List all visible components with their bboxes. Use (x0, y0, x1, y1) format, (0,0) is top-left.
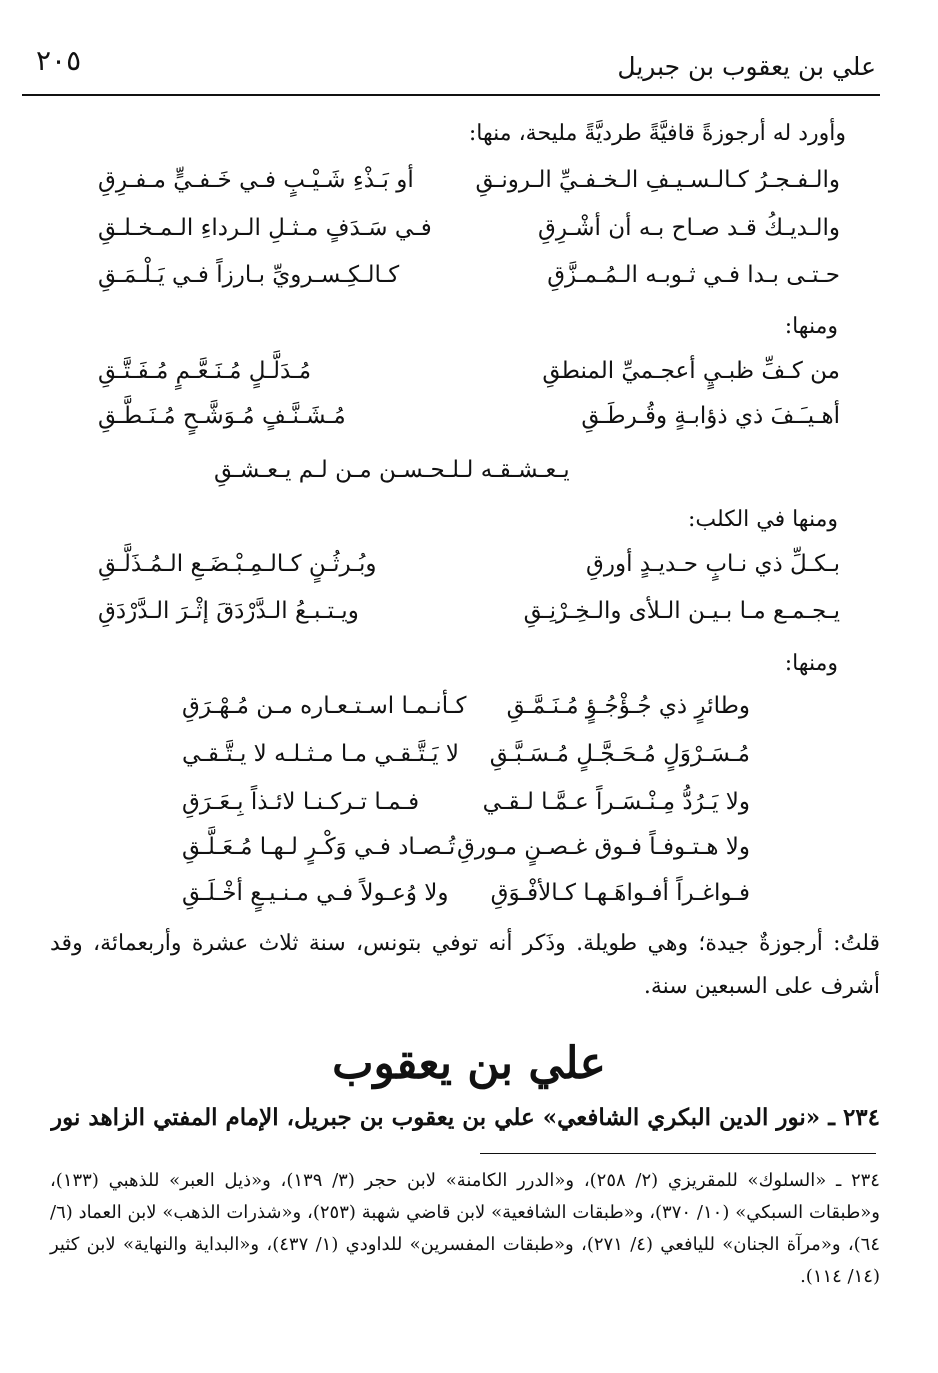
verse-hemistich: ويـتـبـعُ الـدَّرْدَقَ إثْـرَ الـدَّرْدَقِ (98, 598, 359, 624)
single-verse: يـعـشـقـه لـلـحـسـن مـن لـم يـعـشـقِ (214, 457, 570, 483)
verse-hemistich: ولا وُعـولاً فـي مـنـيـعٍ أخْـلَـقِ (182, 880, 449, 906)
verse-hemistich: أهـيـَـفَ ذي ذؤابـةٍ وقُـرطَـقِ (581, 403, 840, 429)
verse-hemistich: ولا يَـرُدُّ مِـنْـسَـراً عـمَّـا لـقـي (482, 789, 750, 815)
running-title: علي بن يعقوب بن جبريل (617, 52, 876, 81)
intro-paragraph: وأورد له أرجوزةً قافيَّةً طرديَّةً مليحة، منها: (468, 121, 846, 146)
verse-hemistich: يـجـمـع مـا بـيـن الـلأى والـخِـرْنِـقِ (523, 598, 840, 624)
verse-hemistich: ولا هـتـوفـاً فـوق غـصـنٍ مـورقِ (457, 834, 750, 860)
verse-hemistich: من كـفِّ ظبـيٍ أعجـميِّ المنطقِ (542, 358, 840, 384)
verse-hemistich: أو بَـذْءِ شَـيْـبٍ فـي خَـفـيٍّ مـفـرِقِ (98, 167, 414, 193)
verse-hemistich: وطائرٍ ذي جُـؤْجُـؤٍ مُـنَـمَّـقِ (506, 693, 750, 719)
biography-entry: ٢٣٤ ـ «نور الدين البكري الشافعي» علي بن يعقوب بن جبريل، الإمام المفتي الزاهد نور (50, 1104, 880, 1131)
intro-paragraph: ومنها: (784, 651, 838, 676)
verse-hemistich: كـأنـمـا اسـتـعـاره مـن مُـهْـرَقِ (182, 693, 467, 719)
intro-paragraph: ومنها: (784, 314, 838, 339)
footnote-rule (480, 1153, 876, 1154)
verse-hemistich: لا يَـتَّـقـي مـا مـثـلـه لا يـتَّـقـي (182, 741, 459, 767)
verse-hemistich: مُـسَـرْوَلٍ مُـحَـجَّـلٍ مُـسَـبَّـقِ (489, 741, 750, 767)
verse-hemistich: والـديـكُ قـد صـاح بـه أن أشْـرِقِ (537, 215, 840, 241)
closing-paragraph: قلتُ: أرجوزةٌ جيدة؛ وهي طويلة. وذَكر أنه توفي بتونس، سنة ثلاث عشرة وأربعمائة، وقد أشرف على السبعين سنة. (50, 931, 880, 999)
verse-hemistich: فـواغـراً أفـواهَـهـا كـالأفْـوَقِ (490, 880, 750, 906)
page-header (0, 34, 938, 94)
verse-hemistich: وبُـرثُـنٍ كـالـمِـبْـضَـعِ الـمُـذَلَّـقِ (98, 551, 377, 577)
page-number: ٢٠٥ (36, 44, 82, 77)
footnote (50, 1165, 880, 1293)
section-title: علي بن يعقوب (332, 1038, 606, 1089)
verse-hemistich: حـتـى بـدا فـي ثـوبـه الـمُـمـزَّقِ (547, 262, 840, 288)
verse-hemistich: تُـصـاد فـي وَكْـرٍ لـهـا مُـعَـلَّـقِ (182, 834, 456, 860)
verse-hemistich: فـمـا تـركـنـا لائـذاً بِـعَـرَقِ (182, 789, 420, 815)
intro-paragraph: ومنها في الكلب: (688, 507, 838, 532)
verse-hemistich: مُـدَلَّـلٍ مُـنَـعَّـمٍ مُـفَـتَّـقِ (98, 358, 312, 384)
verse-hemistich: والـفـجـرُ كـالـسـيـفِ الـخـفـيِّ الـرونـقِ (475, 167, 840, 193)
verse-hemistich: كـالـكِـسـرويِّ بـارزاً فـي يَـلْـمَـقِ (98, 262, 400, 288)
footnote-text: «السلوك» للمقريزي (٢/ ٢٥٨)، و«الدرر الكامنة» لابن حجر (٣/ ١٣٩)، و«ذيل العبر» للذهبي (١٣٣)، و«طبقات السبكي» (١٠/ ٣٧٠)، و«طبقات الشافعية» لابن قاضي شهبة (٢٥٣)، و«شذرات الذهب» لابن العماد (٦/ ٦٤)، و«مرآة الجنان» لليافعي (٤/ ٢٧١)، و«طبقات المفسرين» للداودي (١/ ٤٣٧)، و«البداية والنهاية» لابن كثير (١٤/ ١١٤). (50, 1170, 881, 1287)
verse-hemistich: فـي سَـدَفٍ مـثـلِ الـرداءِ الـمـخـلـقِ (98, 215, 432, 241)
verse-hemistich: بـكـلِّ ذي نـابٍ حـديـدٍ أورقِ (586, 551, 840, 577)
footnote-number: ٢٣٤ ـ (835, 1170, 880, 1191)
header-rule (22, 94, 880, 96)
verse-hemistich: مُـشَـنَّـفٍ مُـوَشَّـحٍ مُـنَـطَّـقِ (98, 403, 346, 429)
